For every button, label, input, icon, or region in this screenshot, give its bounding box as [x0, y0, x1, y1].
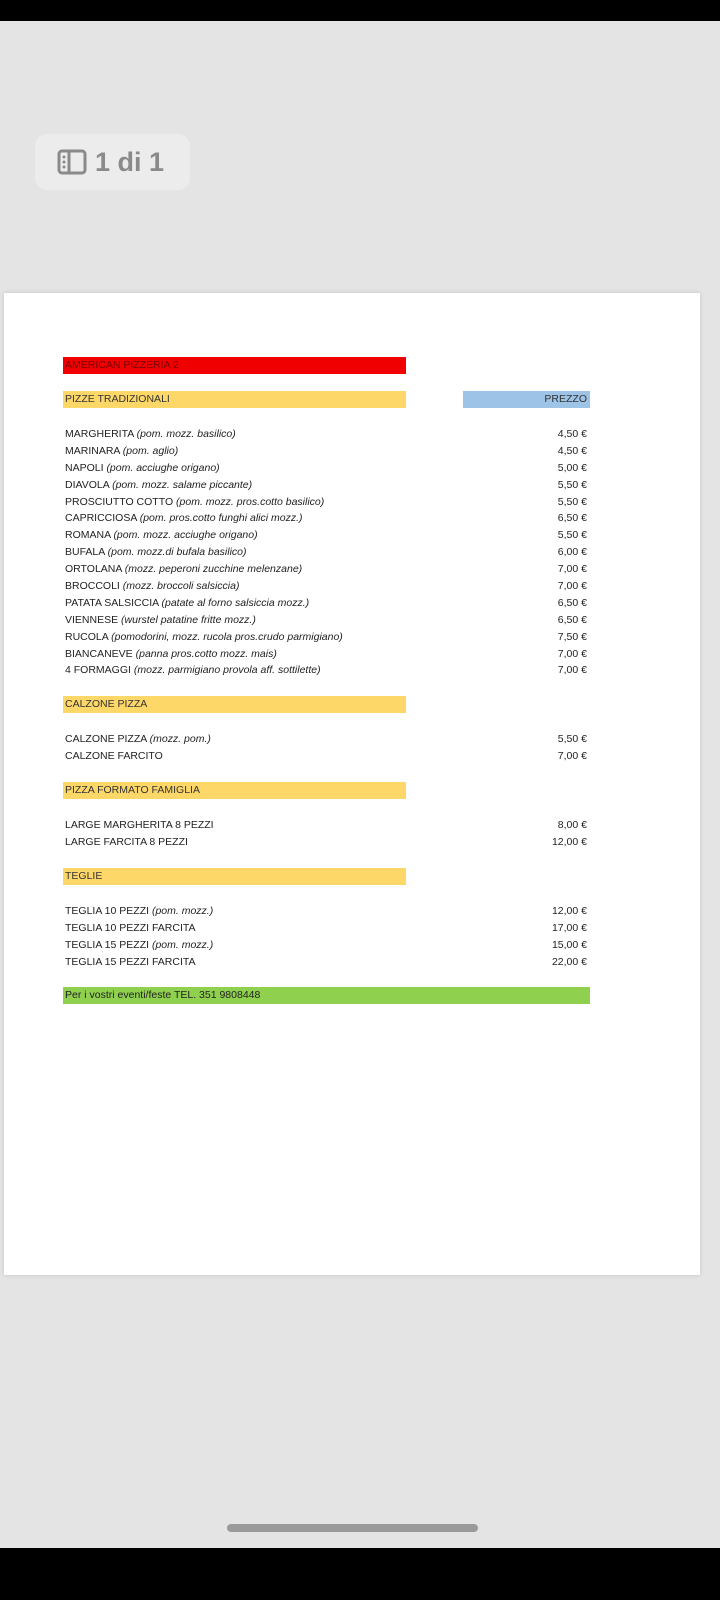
item-list	[63, 817, 590, 851]
menu-item	[63, 920, 590, 937]
item-price: 6,50 €	[557, 512, 587, 525]
menu-item	[63, 817, 590, 834]
item-price: 6,50 €	[557, 613, 587, 626]
item-price: 5,50 €	[557, 733, 587, 746]
document-page	[4, 293, 700, 1275]
item-price: 12,00 €	[551, 836, 587, 849]
item-price: 17,00 €	[551, 921, 587, 934]
item-description: (mozz. pom.)	[149, 733, 211, 746]
item-description: (mozz. parmigiano provola aff. sottilette)	[133, 664, 321, 677]
menu-item	[63, 578, 590, 595]
menu-item	[63, 731, 590, 748]
item-name: ORTOLANA	[65, 563, 122, 576]
item-name: BUFALA	[65, 546, 105, 559]
item-name: TEGLIA 15 PEZZI	[65, 938, 150, 951]
item-list	[63, 426, 590, 679]
status-bar	[0, 0, 720, 21]
menu-item	[63, 937, 590, 954]
item-description: (mozz. broccoli salsiccia)	[122, 580, 240, 593]
item-list	[63, 731, 590, 765]
item-name: PROSCIUTTO COTTO	[65, 495, 174, 508]
menu-title: AMERICAN PIZZERIA 2	[63, 357, 406, 374]
menu-item	[63, 646, 590, 663]
menu-item	[63, 544, 590, 561]
item-price: 22,00 €	[551, 955, 587, 968]
item-price: 6,00 €	[557, 546, 587, 559]
menu-item	[63, 426, 590, 443]
menu-item	[63, 612, 590, 629]
item-name: LARGE MARGHERITA 8 PEZZI	[65, 819, 214, 832]
page-indicator-text: 1 di 1	[95, 146, 165, 177]
item-price: 12,00 €	[551, 904, 587, 917]
item-name: CALZONE FARCITO	[65, 750, 163, 763]
menu-item	[63, 460, 590, 477]
item-name: BROCCOLI	[65, 580, 120, 593]
item-price: 7,50 €	[557, 630, 587, 643]
section-header	[63, 868, 590, 885]
menu-item	[63, 903, 590, 920]
menu-item	[63, 510, 590, 527]
item-price: 7,00 €	[557, 563, 587, 576]
item-price: 4,50 €	[557, 428, 587, 440]
item-price: 4,50 €	[557, 444, 587, 457]
menu-item	[63, 748, 590, 765]
item-price: 5,50 €	[557, 529, 587, 542]
section-title: TEGLIE	[63, 868, 406, 885]
item-name: BIANCANEVE	[65, 647, 133, 660]
item-name: CAPRICCIOSA	[65, 512, 137, 525]
menu-item	[63, 494, 590, 511]
item-price: 15,00 €	[551, 938, 587, 951]
navigation-bar	[0, 1548, 720, 1600]
item-description: (pom. mozz.)	[151, 904, 214, 917]
item-price: 5,50 €	[557, 495, 587, 508]
menu-item	[63, 561, 590, 578]
item-name: 4 FORMAGGI	[65, 664, 131, 677]
item-price: 7,00 €	[557, 750, 587, 763]
item-price: 8,00 €	[557, 819, 587, 832]
item-description: (panna pros.cotto mozz. mais)	[135, 647, 277, 660]
section-title: PIZZE TRADIZIONALI	[63, 391, 406, 408]
item-name: MARINARA	[65, 444, 120, 457]
section-header	[63, 391, 590, 408]
item-name: MARGHERITA	[65, 428, 134, 440]
item-name: CALZONE PIZZA	[65, 733, 147, 746]
item-name: TEGLIA 15 PEZZI FARCITA	[65, 955, 196, 968]
item-description: (pom. mozz. basilico)	[136, 428, 236, 440]
menu-item	[63, 527, 590, 544]
menu-item	[63, 954, 590, 971]
item-description: (pom. mozz. acciughe origano)	[113, 529, 258, 542]
section-header	[63, 696, 590, 713]
menu-item	[63, 629, 590, 646]
home-indicator[interactable]	[227, 1524, 478, 1532]
section-title: PIZZA FORMATO FAMIGLIA	[63, 782, 406, 799]
item-price: 5,50 €	[557, 478, 587, 491]
page-view-icon	[57, 149, 87, 175]
item-description: (pom. acciughe origano)	[106, 461, 220, 474]
price-header: PREZZO	[463, 391, 590, 408]
item-description: (pom. pros.cotto funghi alici mozz.)	[139, 512, 303, 525]
item-name: NAPOLI	[65, 461, 104, 474]
footer-contact: Per i vostri eventi/feste TEL. 351 9808448	[63, 987, 590, 1004]
item-name: RUCOLA	[65, 630, 109, 643]
section-header	[63, 782, 590, 799]
section-title: CALZONE PIZZA	[63, 696, 406, 713]
item-name: ROMANA	[65, 529, 111, 542]
item-description: (patate al forno salsiccia mozz.)	[161, 596, 310, 609]
menu-item	[63, 595, 590, 612]
item-description: (pom. mozz. pros.cotto basilico)	[176, 495, 325, 508]
item-description: (pom. mozz.di bufala basilico)	[107, 546, 247, 559]
item-name: VIENNESE	[65, 613, 119, 626]
item-description: (mozz. peperoni zucchine melenzane)	[124, 563, 303, 576]
item-description: (wurstel patatine fritte mozz.)	[121, 613, 256, 626]
item-price: 7,00 €	[557, 664, 587, 677]
item-name: TEGLIA 10 PEZZI	[65, 904, 150, 917]
item-description: (pom. mozz. salame piccante)	[112, 478, 253, 491]
item-description: (pom. aglio)	[122, 444, 179, 457]
menu-item	[63, 662, 590, 679]
item-name: PATATA SALSICCIA	[65, 596, 159, 609]
page-indicator[interactable]	[35, 134, 190, 190]
item-price: 7,00 €	[557, 580, 587, 593]
item-name: LARGE FARCITA 8 PEZZI	[65, 836, 188, 849]
menu-item	[63, 834, 590, 851]
item-price: 7,00 €	[557, 647, 587, 660]
item-name: DIAVOLA	[65, 478, 110, 491]
menu-item	[63, 443, 590, 460]
item-description: (pomodorini, mozz. rucola pros.crudo parmigiano)	[111, 630, 343, 643]
item-name: TEGLIA 10 PEZZI FARCITA	[65, 921, 196, 934]
item-list	[63, 903, 590, 971]
menu-item	[63, 477, 590, 494]
item-price: 6,50 €	[557, 596, 587, 609]
item-description: (pom. mozz.)	[151, 938, 214, 951]
item-price: 5,00 €	[557, 461, 587, 474]
